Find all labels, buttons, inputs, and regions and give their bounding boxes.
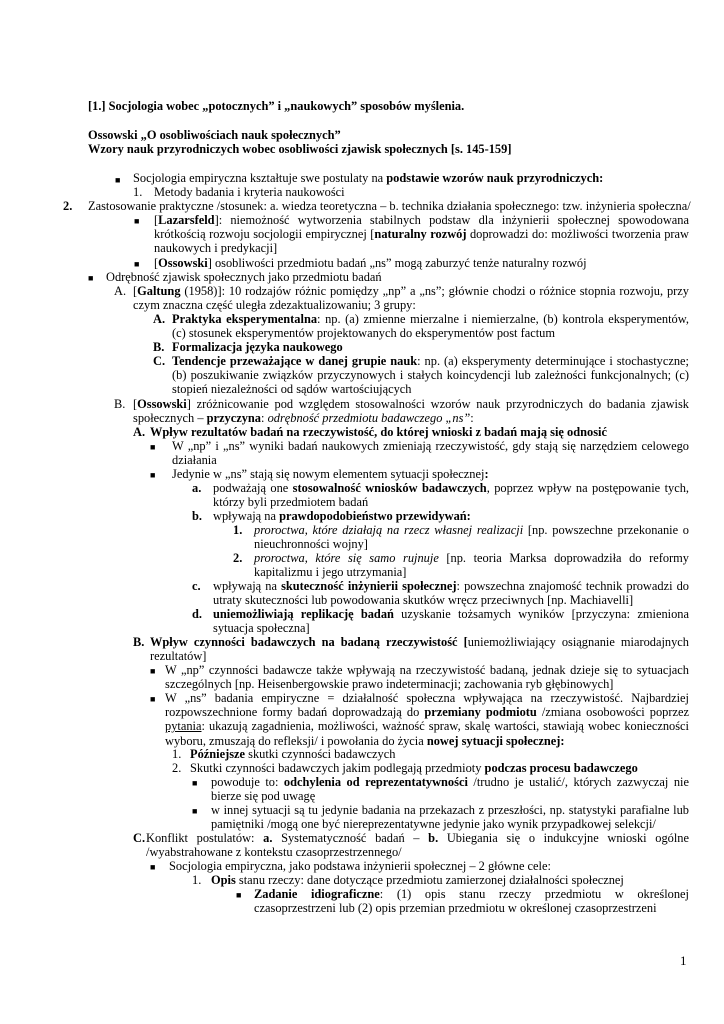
list-item: Tendencje przeważające w danej grupie nauk: np. (a) eksperymenty determinujące i stochastyczne; (b) poszukiwanie związków przyczynowych i stałych koincydencji lub zależności funkcjonalnych; (c) stopień niezależności od sądów wartościujących — [172, 354, 689, 397]
square-bullet: ■ — [150, 442, 156, 452]
list-item: wpływają na skuteczność inżynierii społecznej: powszechna znajomość technik prowadzi do utraty skuteczności lub powodowania skutków wręcz przeciwnych [np. Machiavelli] — [213, 579, 690, 608]
list-item: Metody badania i kryteria naukowości — [154, 185, 345, 199]
list-item: uniemożliwiają replikację badań uzyskanie tożsamych wyników [przyczyna: zmieniona sytuacja społeczna] — [213, 607, 689, 636]
list-item: Wpływ rezultatów badań na rzeczywistość, do której wnioski z badań mają się odnosić — [150, 425, 607, 439]
list-number: 1. — [172, 747, 182, 761]
section-subtitle: Wzory nauk przyrodniczych wobec osobliwości zjawisk społecznych [s. 145-159] — [88, 142, 512, 156]
list-item: W „np” i „ns” wyniki badań naukowych zmieniają rzeczywistość, gdy stają się narzędziem celowego działania — [172, 439, 689, 468]
page-number: 1 — [680, 953, 687, 968]
list-letter: C. — [133, 831, 146, 845]
list-item: Formalizacja języka naukowego — [172, 340, 343, 354]
list-item: w innej sytuacji są tu jedynie badania na przekazach z przeszłości, np. statystyki parafialne lub pamiętniki /mogą one być niereprezentatywne jedynie jako wynik przypadkowej selekcji/ — [211, 803, 689, 832]
list-item: Skutki czynności badawczych jakim podlegają przedmioty podczas procesu badawczego — [190, 761, 638, 775]
list-item: Opis stanu rzeczy: dane dotyczące przedmiotu zamierzonej działalności społecznej — [211, 873, 624, 887]
list-letter: B. — [114, 397, 126, 411]
square-bullet: ■ — [134, 259, 140, 269]
list-letter: c. — [192, 579, 201, 593]
list-item: Socjologia empiryczna, jako podstawa inżynierii społecznej – 2 główne cele: — [169, 859, 551, 873]
source-title: Ossowski „O osobliwościach nauk społecznych” — [88, 128, 341, 142]
square-bullet: ■ — [134, 216, 140, 226]
list-item: [Ossowski] zróżnicowanie pod względem stosowalności wzorów nauk przyrodniczych do badania zjawisk społecznych – przyczyna: odrębność przedmiotu badawczego „ns”: — [133, 397, 689, 426]
list-item: Zadanie idiograficzne: (1) opis stanu rzeczy przedmiotu w określonej czasoprzestrzeni lub (2) opis przemian przedmiotu w określonej czasoprzestrzeni — [254, 887, 689, 916]
square-bullet: ■ — [192, 778, 198, 788]
list-number: 1. — [233, 523, 243, 537]
list-letter: d. — [192, 607, 202, 621]
list-item: [Galtung (1958)]: 10 rodzajów różnic pomiędzy „np” a „ns”; głównie chodzi o różnice stopnia rozwoju, przy czym znaczna część uległa zdezaktualizowaniu; 3 grupy: — [133, 284, 689, 313]
square-bullet: ■ — [236, 890, 242, 900]
list-item: [Ossowski] osobliwości przedmiotu badań „ns” mogą zaburzyć tenże naturalny rozwój — [154, 256, 587, 270]
square-bullet: ■ — [150, 470, 156, 480]
list-item: Socjologia empiryczna kształtuje swe postulaty na podstawie wzorów nauk przyrodniczych: — [133, 171, 604, 185]
list-item: powoduje to: odchylenia od reprezentatywności /trudno je ustalić/, których zazwyczaj nie bierze się pod uwagę — [211, 775, 689, 804]
list-item: W „np” czynności badawcze także wpływają na rzeczywistość badaną, jednak dzieje się to sytuacjach szczególnych [np. Heisenbergowskie prawo indeterminacji; zachowania ryb głębinowych] — [165, 663, 689, 692]
square-bullet: ■ — [88, 273, 94, 283]
square-bullet: ■ — [150, 862, 156, 872]
list-letter: A. — [133, 425, 146, 439]
list-item: Praktyka eksperymentalna: np. (a) zmienne mierzalne i niemierzalne, (b) kontrola eksperymentów, (c) stosunek eksperymentów projektowanych do eksperymentów post factum — [172, 312, 689, 341]
list-letter: a. — [192, 481, 202, 495]
list-item: W „ns” badania empiryczne = działalność społeczna wpływająca na rzeczywistość. Najbardziej rozpowszechnione formy badań doprowadzają do przemiany podmiotu /zmiana osobowości poprzez pytania: ukazują zagadnienia, możliwości, ważność spraw, skalę wartości, stawiają wobec konieczności wyboru, zmuszają do refleksji/ i powołania do życia nowej sytuacji społecznej: — [165, 691, 689, 748]
list-letter: b. — [192, 509, 202, 523]
list-item: [Lazarsfeld]: niemożność wytworzenia stabilnych podstaw dla inżynierii społecznej spowodowana krótkością rozwoju socjologii empirycznej [naturalny rozwój doprowadzi do: możliwości tworzenia praw naukowych i predykacji] — [154, 213, 690, 256]
square-bullet: ■ — [150, 666, 156, 676]
list-item: Wpływ czynności badawczych na badaną rzeczywistość [uniemożliwiający osiągnanie miarodajnych rezultatów] — [150, 635, 689, 664]
list-item: Jedynie w „ns” stają się nowym elementem sytuacji społecznej: — [172, 467, 489, 481]
list-item: proroctwa, które się samo rujnuje [np. teoria Marksa doprowadziła do reformy kapitalizmu i jego utrzymania] — [254, 551, 689, 580]
list-item: Zastosowanie praktyczne /stosunek: a. wiedza teoretyczna – b. technika działania społecznego: tzw. inżynieria społeczna/ — [88, 199, 691, 213]
list-letter: B. — [153, 340, 165, 354]
list-number: 2. — [233, 551, 243, 565]
list-letter: A. — [114, 284, 127, 298]
list-item: podważają one stosowalność wniosków badawczych, poprzez wpływ na postępowanie tych, którzy byli przedmiotem badań — [213, 481, 689, 510]
list-item: Konflikt postulatów: a. Systematyczność badań – b. Ubiegania się o indukcyjne wnioski ogólne /wyabstrahowane z kontekstu czasoprzestrzennego/ — [146, 831, 689, 860]
list-number: 1. — [133, 185, 143, 199]
list-number: 2. — [63, 199, 73, 213]
list-item: Późniejsze skutki czynności badawczych — [190, 747, 396, 761]
list-letter: C. — [153, 354, 166, 368]
list-letter: B. — [133, 635, 145, 649]
list-letter: A. — [153, 312, 166, 326]
list-item: wpływają na prawdopodobieństwo przewidywań: — [213, 509, 471, 523]
square-bullet: ■ — [192, 806, 198, 816]
square-bullet: ■ — [115, 175, 121, 185]
list-item: proroctwa, które działają na rzecz własnej realizacji [np. powszechne przekonanie o nieuchronności wojny] — [254, 523, 690, 552]
document-title: [1.] Socjologia wobec „potocznych” i „naukowych” sposobów myślenia. — [88, 99, 465, 113]
list-item: Odrębność zjawisk społecznych jako przedmiotu badań — [106, 270, 382, 284]
list-number: 1. — [192, 873, 202, 887]
list-number: 2. — [172, 761, 182, 775]
square-bullet: ■ — [150, 694, 156, 704]
